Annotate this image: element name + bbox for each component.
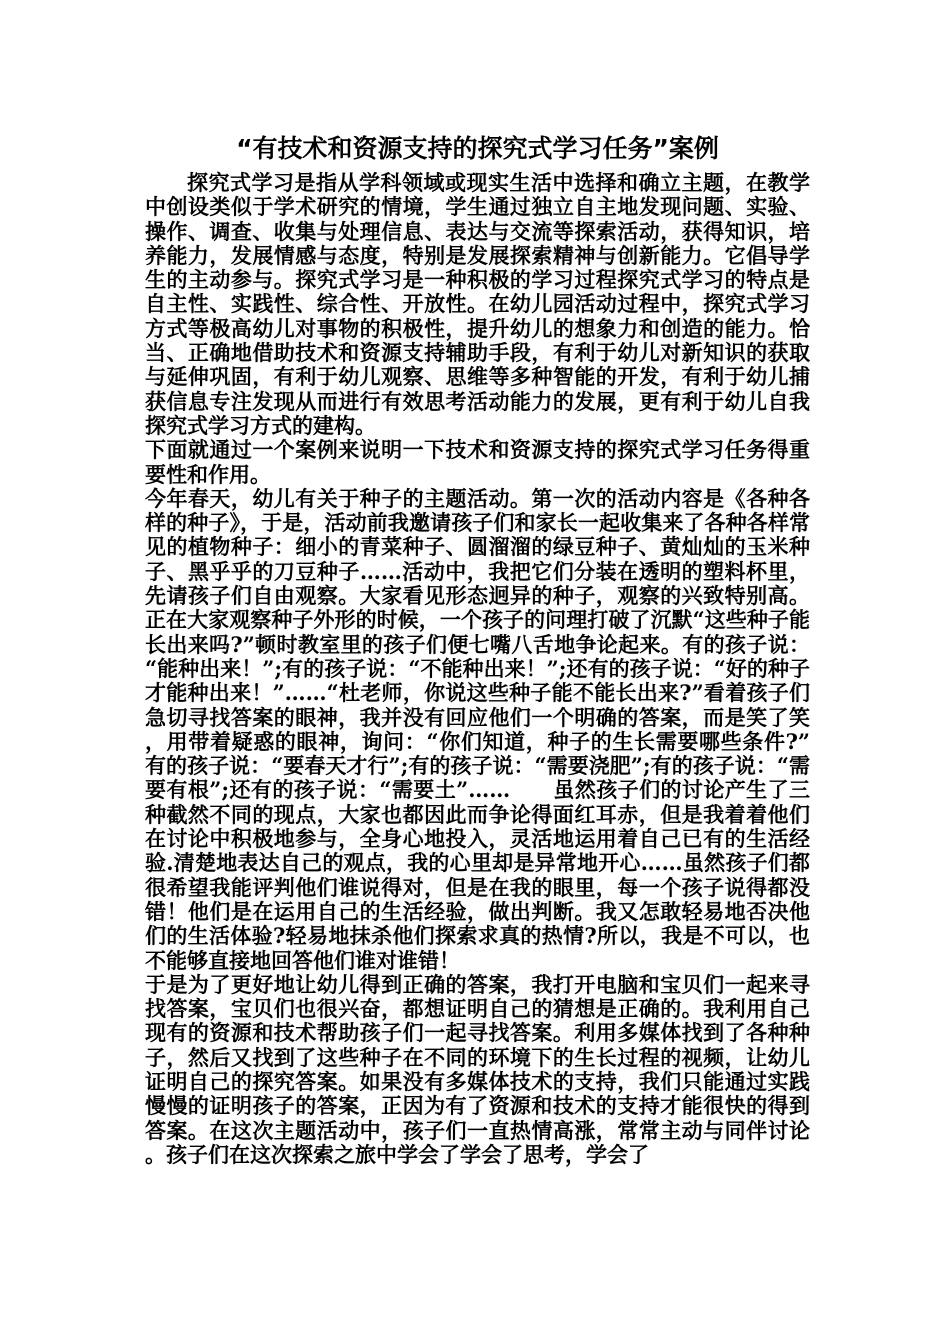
- paragraph-case-resolution: 于是为了更好地让幼儿得到正确的答案，我打开电脑和宝贝们一起来寻找答案，宝贝们也很兴奋，都想证明自己的猜想是正确的。我利用自己现有的资源和技术帮助孩子们一起寻找答案。利用多媒体找到了各种种子，然后又找到了这些种子在不同的环境下的生长过程的视频，让幼儿证明自己的探究答案。如果没有多媒体技术的支持，我们只能通过实践慢慢的证明孩子的答案，正因为有了资源和技术的支持才能很快的得到答案。在这次主题活动中，孩子们一直热情高涨，常常主动与同伴讨论。孩子们在这次探索之旅中学会了学会了思考，学会了: [145, 971, 810, 1167]
- paragraph-intro: 探究式学习是指从学科领域或现实生活中选择和确立主题，在教学中创设类似于学术研究的情境，学生通过独立自主地发现问题、实验、操作、调查、收集与处理信息、表达与交流等探索活动，获得知识，培养能力，发展情感与态度，特别是发展探索精神与创新能力。它倡导学生的主动参与。探究式学习是一种积极的学习过程探究式学习的特点是自主性、实践性、综合性、开放性。在幼儿园活动过程中，探究式学习方式等极高幼儿对事物的积极性，提升幼儿的想象力和创造的能力。恰当、正确地借助技术和资源支持辅助手段，有利于幼儿对新知识的获取与延伸巩固，有利于幼儿观察、思维等多种智能的开发，有利于幼儿捕获信息专注发现从而进行有效思考活动能力的发展，更有利于幼儿自我探究式学习方式的建构。: [145, 170, 810, 438]
- paragraph-transition: 下面就通过一个案例来说明一下技术和资源支持的探究式学习任务得重要性和作用。: [145, 437, 810, 487]
- paragraph-case-story: 今年春天，幼儿有关于种子的主题活动。第一次的活动内容是《各种各样的种子》，于是，活动前我邀请孩子们和家长一起收集来了各种各样常见的植物种子：细小的青菜种子、圆溜溜的绿豆种子、黄灿灿的玉米种子、黑乎乎的刀豆种子……活动中，我把它们分装在透明的塑料杯里，先请孩子们自由观察。大家看见形态迥异的种子，观察的兴致特别高。正在大家观察种子外形的时候，一个孩子的问理打破了沉默“这些种子能长出来吗?”顿时教室里的孩子们便七嘴八舌地争论起来。有的孩子说：“能种出来！”;有的孩子说：“不能种出来！”;还有的孩子说：“好的种子才能种出来！”……“杜老师，你说这些种子能不能长出来?”看着孩子们急切寻找答案的眼神，我并没有回应他们一个明确的答案，而是笑了笑，用带着疑惑的眼神，询问：“你们知道，种子的生长需要哪些条件?”有的孩子说：“要春天才行”;有的孩子说：“需要浇肥”;有的孩子说：“需要有根”;还有的孩子说：“需要土”…… 虽然孩子们的讨论产生了三种截然不同的现点，大家也都因此而争论得面红耳赤，但是我着着他们在讨论中积极地参与，全身心地投入，灵活地运用着自己已有的生活经验.清楚地表达自己的观点，我的心里却是异常地开心……虽然孩子们都很希望我能评判他们谁说得对，但是在我的眼里，每一个孩子说得都没错！他们是在运用自己的生活经验，做出判断。我又怎敢轻易地否决他们的生活体验?轻易地抹杀他们探索求真的热情?所以，我是不可以，也不能够直接地回答他们谁对谁错！: [145, 485, 810, 973]
- document-page: [145, 132, 810, 1167]
- document-title: “有技术和资源支持的探究式学习任务”案例: [236, 134, 719, 163]
